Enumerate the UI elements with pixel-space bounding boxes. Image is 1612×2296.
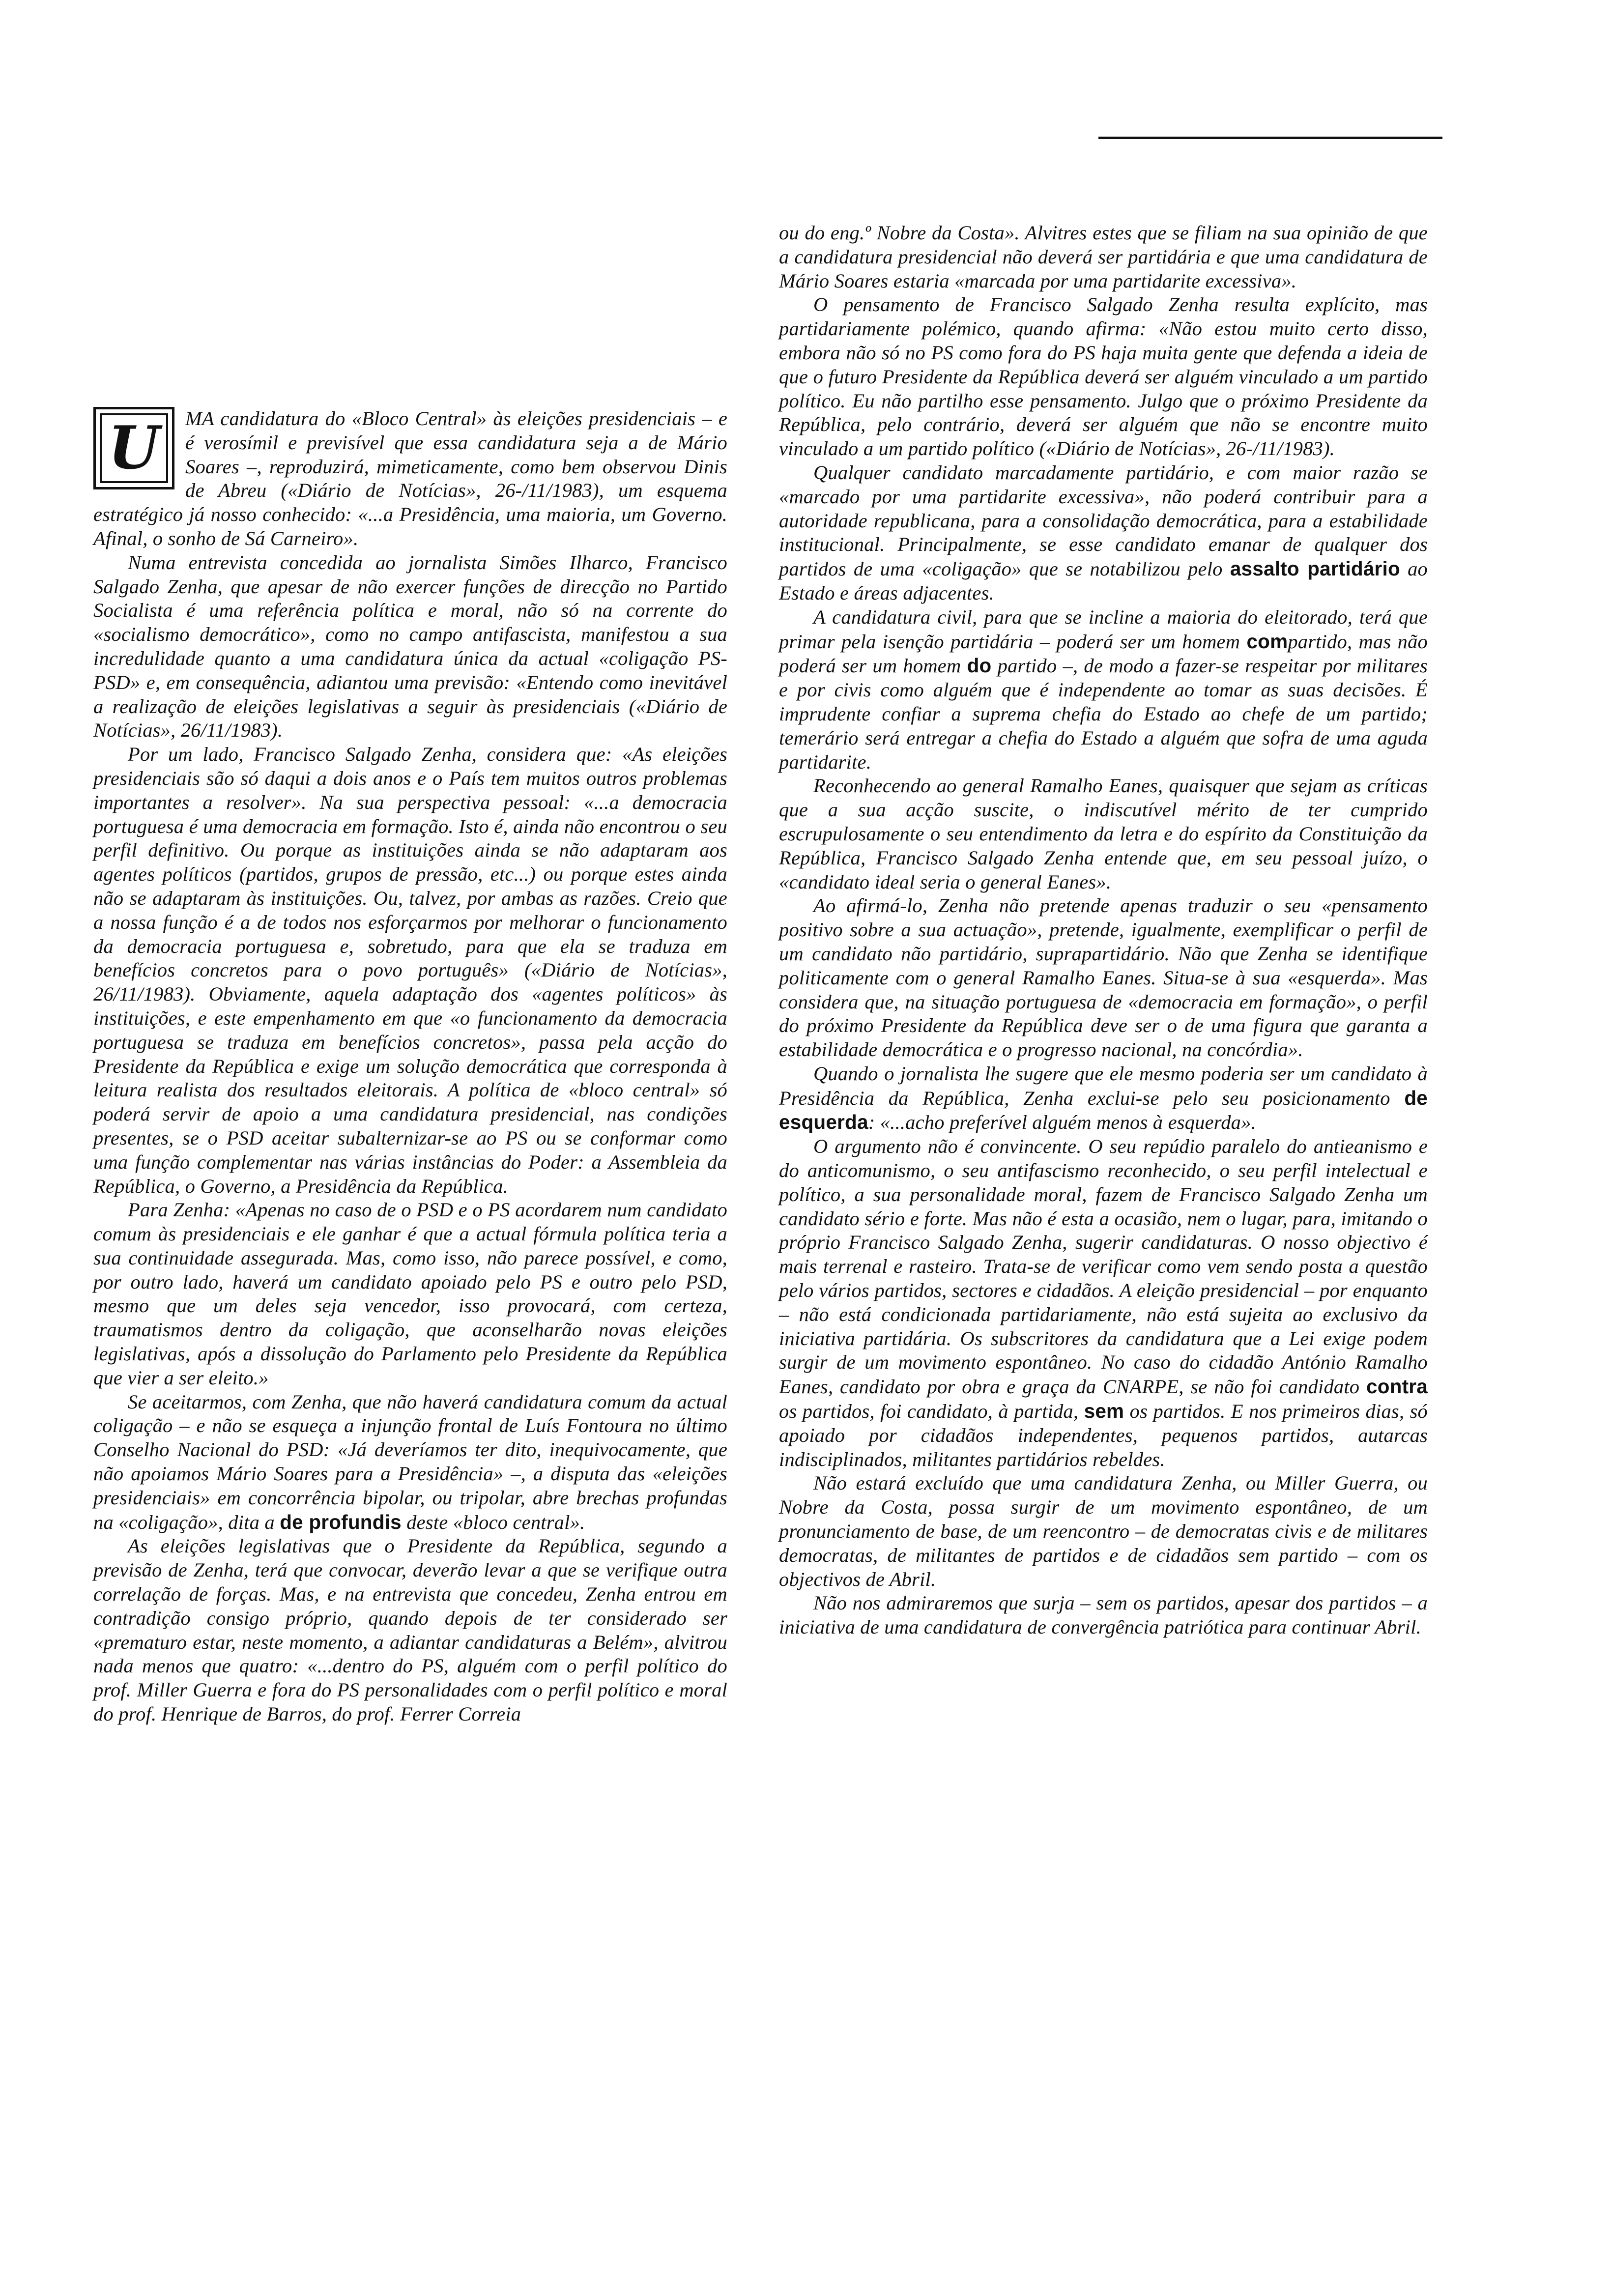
- paragraph-r4-text-b: partido, mas não poderá ser um homem: [779, 630, 1428, 677]
- paragraph-5: [93, 1390, 727, 1535]
- paragraph-r7-text-b: : «...acho preferível alguém menos à esquerda».: [868, 1111, 1256, 1134]
- paragraph-r3: [779, 461, 1428, 605]
- top-rule: [1098, 137, 1442, 139]
- right-column: [779, 221, 1428, 1639]
- drop-cap-letter: U: [100, 413, 168, 483]
- paragraph-1: MA candidatura do «Bloco Central» às eleições presidenciais – e é verosímil e previsível que essa candidatura seja a de Mário Soares –, reproduzirá, mimeticamente, como bem observou Dinis de Abreu («Diário de Notícias», 26-/11/1983), um esquema estratégico já nosso conhecido: «...a Presidência, uma maioria, um Governo. Afinal, o sonho de Sá Carneiro».: [93, 407, 727, 549]
- left-column: [93, 407, 727, 1726]
- paragraph-r1: ou do eng.º Nobre da Costa». Alvitres estes que se filiam na sua opinião de que a candidatura presidencial não deverá ser partidária e que uma candidatura de Mário Soares estaria «marcada por uma partidarite excessiva».: [779, 222, 1428, 292]
- paragraph-5-text-b: deste «bloco central».: [406, 1511, 585, 1533]
- paragraph-r3-text-a: Qualquer candidato marcadamente partidário, e com maior razão se «marcado por uma partidarite excessiva», não poderá contribuir para a autoridade republicana, para a consolidação democrática, para a estabilidade institucional. Principalmente, se esse candidato emanar de qualquer dos partidos de uma «coligação» que se notabilizou pelo: [779, 461, 1428, 580]
- paragraph-r3-bold: assalto partidário: [1230, 557, 1400, 580]
- paragraph-r7-bold: de esquerda: [779, 1086, 1428, 1134]
- paragraph-r9: Não estará excluído que uma candidatura Zenha, ou Miller Guerra, ou Nobre da Costa, possa surgir de um movimento espontâneo, de um pronunciamento de base, de um reencontro – de democratas civis e de militares democratas, de militantes de partidos e de cidadãos sem partido – com os objectivos de Abril.: [779, 1472, 1428, 1590]
- paragraph-5-bold: de profundis: [280, 1510, 402, 1533]
- paragraph-2: Numa entrevista concedida ao jornalista Simões Ilharco, Francisco Salgado Zenha, que apesar de não exercer funções de direcção no Partido Socialista é uma referência política e moral, não só na corrente do «socialismo democrático», como no campo antifascista, manifestou a sua incredulidade quanto a uma candidatura única da actual «coligação PS-PSD» e, em consequência, adiantou uma previsão: «Entendo como inevitável a realização de eleições legislativas a seguir às presidenciais («Diário de Notícias», 26/11/1983).: [93, 551, 727, 742]
- paragraph-r4-bold-2: do: [967, 654, 992, 677]
- paragraph-r8-bold-1: contra: [1366, 1375, 1428, 1398]
- paragraph-3: Por um lado, Francisco Salgado Zenha, considera que: «As eleições presidenciais são só daqui a dois anos e o País tem muitos outros problemas importantes a resolver». Na sua perspectiva pessoal: «...a democracia portuguesa é uma democracia em formação. Isto é, ainda não encontrou o seu perfil definitivo. Ou porque as instituições ainda se não adaptaram aos agentes políticos (partidos, grupos de pressão, etc...) ou porque estes ainda não se adaptaram às instituições. Ou, talvez, por ambas as razões. Creio que a nossa função é a de todos nos esforçarmos por melhorar o funcionamento da democracia portuguesa e, sobretudo, para que ela se traduza em benefícios concretos para o povo português» («Diário de Notícias», 26/11/1983). Obviamente, aquela adaptação dos «agentes políticos» às instituições, e este empenhamento em que «o funcionamento da democracia portuguesa se traduza em benefícios concretos», passa pela acção do Presidente da República e exige um solução democrática que corresponda à leitura realista dos resultados eleitorais. A política de «bloco central» só poderá servir de apoio a uma candidatura presidencial, nas condições presentes, se o PSD aceitar subalternizar-se ao PS ou se conformar como uma função complementar nas várias instâncias do Poder: a Assembleia da República, o Governo, a Presidência da República.: [93, 743, 727, 1197]
- paragraph-r4-bold-1: com: [1246, 630, 1288, 653]
- paragraph-r6: Ao afirmá-lo, Zenha não pretende apenas traduzir o seu «pensamento positivo sobre a sua actuação», pretende, igualmente, exemplificar o perfil de um candidato não partidário, suprapartidário. Não que Zenha se identifique politicamente com o general Ramalho Eanes. Situa-se à sua «esquerda». Mas considera que, na situação portuguesa de «democracia em formação», o perfil do próximo Presidente da República deve ser o de uma figura que garanta a estabilidade democrática e o progresso nacional, na concórdia».: [779, 894, 1428, 1061]
- paragraph-r2: O pensamento de Francisco Salgado Zenha resulta explícito, mas partidariamente polémico, quando afirma: «Não estou muito certo disso, embora não só no PS como fora do PS haja muita gente que defenda a ideia de que o futuro Presidente da República deverá ser alguém vinculado a um partido político. Eu não partilho esse pensamento. Julgo que o próximo Presidente da República, pelo contrário, deverá ser alguém que não se encontre muito vinculado a um partido político («Diário de Notícias», 26-/11/1983).: [779, 293, 1428, 460]
- paragraph-5-text-a: Se aceitarmos, com Zenha, que não haverá candidatura comum da actual coligação – e não se esqueça a injunção frontal de Luís Fontoura no último Conselho Nacional do PSD: «Já deveríamos ter dito, inequivocamente, que não apoiamos Mário Soares para a Presidência» –, a disputa das «eleições presidenciais» em concorrência bipolar, ou tripolar, abre brechas profundas na «coligação», dita a: [93, 1390, 727, 1533]
- paragraph-r7-text-a: Quando o jornalista lhe sugere que ele mesmo poderia ser um candidato à Presidência da República, Zenha exclui-se pelo seu posicionamento: [779, 1062, 1428, 1109]
- paragraph-r8-text-c: os partidos. E nos primeiros dias, só apoiado por cidadãos independentes, pequenos partidos, autarcas indisciplinados, militantes partidários rebeldes.: [779, 1400, 1428, 1470]
- paragraph-6: As eleições legislativas que o Presidente da República, segundo a previsão de Zenha, terá que convocar, deverão levar a que se verifique outra correlação de forças. Mas, e na entrevista que concedeu, Zenha entrou em contradição consigo próprio, quando depois de ter considerado ser «prematuro estar, neste momento, a adiantar candidaturas a Belém», alvitrou nada menos que quatro: «...dentro do PS, alguém com o perfil político do prof. Miller Guerra e fora do PS personalidades com o perfil político e moral do prof. Henrique de Barros, do prof. Ferrer Correia: [93, 1535, 727, 1725]
- paragraph-r8-text-b: os partidos, foi candidato, à partida,: [779, 1400, 1079, 1423]
- paragraph-r7: [779, 1062, 1428, 1135]
- paragraph-r4: [779, 605, 1428, 775]
- paragraph-r5: Reconhecendo ao general Ramalho Eanes, quaisquer que sejam as críticas que a sua acção suscite, o indiscutível mérito de ter cumprido escrupulosamente o seu entendimento da letra e do espírito da Constituição da República, Francisco Salgado Zenha entende que, em seu pessoal juízo, o «candidato ideal seria o general Eanes».: [779, 775, 1428, 893]
- paragraph-r4-text-a: A candidatura civil, para que se incline a maioria do eleitorado, terá que primar pela isenção partidária – poderá ser um homem: [779, 605, 1428, 653]
- paragraph-r8-text-a: O argumento não é convincente. O seu repúdio paralelo do antieanismo e do anticomunismo, o seu antifascismo reconhecido, o seu perfil intelectual e político, a sua personalidade moral, fazem de Francisco Salgado Zenha um candidato sério e forte. Mas não é esta a ocasião, nem o lugar, para, imitando o próprio Francisco Salgado Zenha, sugerir candidaturas. O nosso objectivo é mais terrenal e rasteiro. Trata-se de verificar como vem sendo posta a questão pelo vários partidos, sectores e cidadãos. A eleição presidencial – por enquanto – não está condicionada partidariamente, não está sujeita ao exclusivo da iniciativa partidária. Os subscritores da candidatura que a Lei exige podem surgir de um movimento espontâneo. No caso do cidadão António Ramalho Eanes, candidato por obra e graça da CNARPE, se não foi candidato: [779, 1135, 1428, 1398]
- paragraph-4: Para Zenha: «Apenas no caso de o PSD e o PS acordarem num candidato comum às presidenciais e ele ganhar é que a actual fórmula política teria a sua continuidade assegurada. Mas, como isso, não parece possível, e como, por outro lado, haverá um candidato apoiado pelo PS e outro pelo PSD, mesmo que um deles seja vencedor, isso provocará, com certeza, traumatismos dentro da coligação, que aconselharão novas eleições legislativas, após a dissolução do Parlamento pelo Presidente da República que vier a ser eleito.»: [93, 1199, 727, 1389]
- paragraph-r10: Não nos admiraremos que surja – sem os partidos, apesar dos partidos – a iniciativa de uma candidatura de convergência patriótica para continuar Abril.: [779, 1592, 1428, 1638]
- paragraph-r8: [779, 1135, 1428, 1471]
- paragraph-r8-bold-2: sem: [1084, 1400, 1124, 1423]
- drop-cap: [93, 407, 174, 489]
- paragraph-r3-text-b: ao Estado e áreas adjacentes.: [779, 558, 1428, 604]
- paragraph-r4-text-c: partido –, de modo a fazer-se respeitar por militares e por civis como alguém que é independente ao tomar as suas decisões. É imprudente confiar a suprema chefia do Estado ao chefe de um partido; temerário será entregar a chefia do Estado a alguém que sofra de uma aguda partidarite.: [779, 655, 1428, 773]
